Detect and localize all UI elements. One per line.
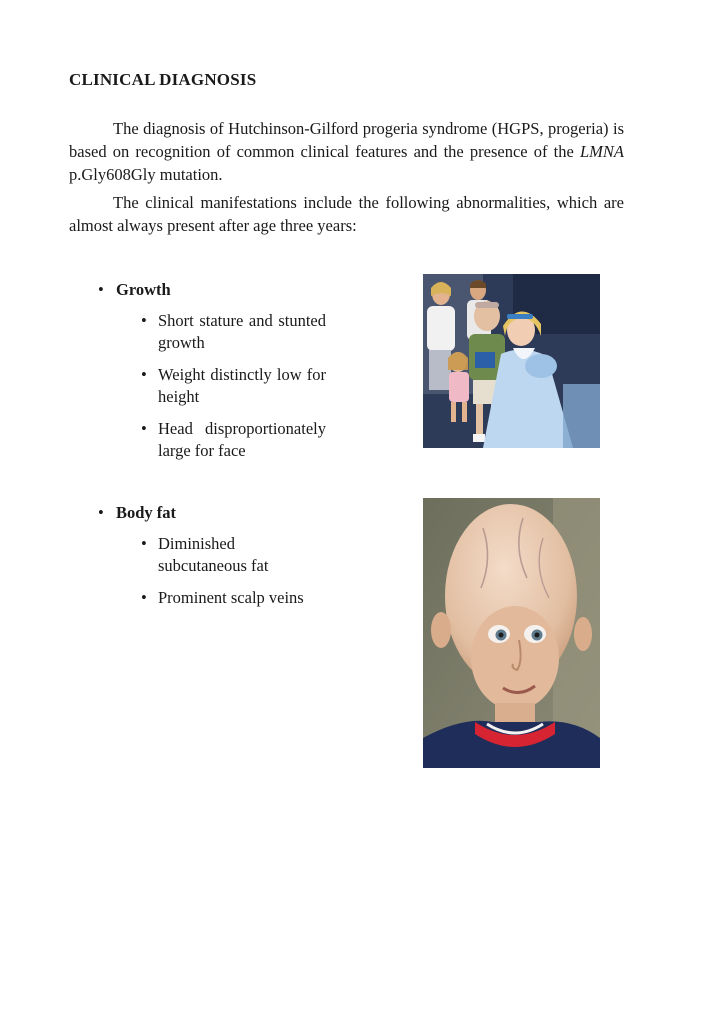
gene-name: LMNA: [579, 142, 624, 161]
intro-text-end: p.Gly608Gly mutation.: [69, 165, 223, 184]
body-fat-list: [98, 502, 326, 618]
body-fat-item-veins: • Prominent scalp veins: [141, 587, 326, 610]
group-photo: [423, 274, 600, 448]
intro-text-start: The diagnosis of Hutchinson-Gilford progeria syndrome (HGPS, progeria) is based on recognition of common clinical features and the presence of the: [69, 119, 624, 161]
growth-bullet: [98, 279, 326, 463]
section-heading: CLINICAL DIAGNOSIS: [69, 70, 257, 89]
growth-title: Growth: [116, 280, 171, 299]
manifestations-paragraph: The clinical manifestations include the following abnormalities, which are almost always present after age three years:: [69, 193, 624, 235]
growth-list: [98, 279, 326, 472]
intro-paragraph: [69, 117, 624, 186]
portrait-photo: [423, 498, 600, 768]
growth-sublist: [116, 310, 326, 463]
growth-item-stature: • Short stature and stunted growth: [141, 310, 326, 355]
body-fat-item-subcutaneous: • Diminished subcutaneous fat: [141, 533, 326, 578]
body-fat-bullet: [98, 502, 326, 609]
growth-item-head: • Head disproportionately large for face: [141, 418, 326, 463]
body-fat-sublist: [116, 533, 326, 610]
growth-item-weight: • Weight distinctly low for height: [141, 364, 326, 409]
body-fat-title: Body fat: [116, 503, 177, 522]
